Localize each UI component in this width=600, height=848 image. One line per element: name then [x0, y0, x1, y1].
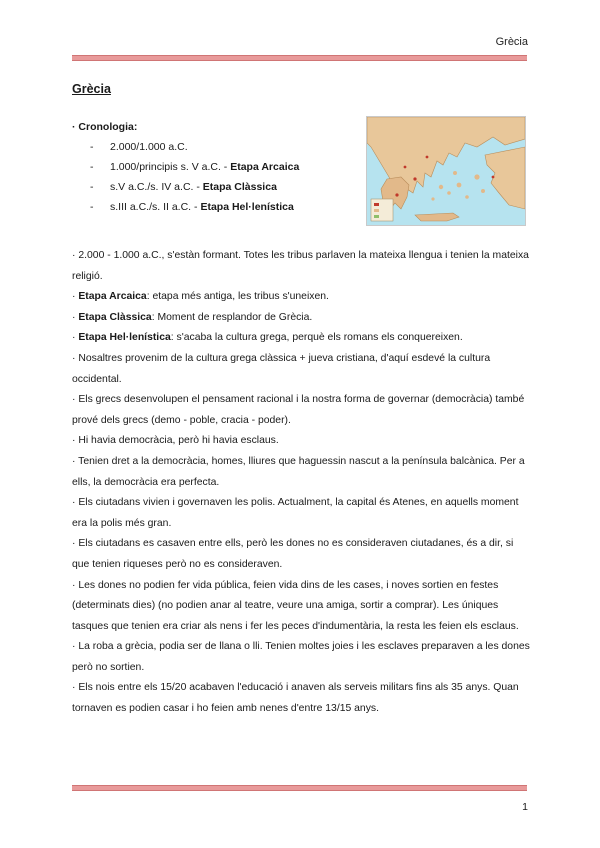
- chronology-item: - s.III a.C./s. II a.C. - Etapa Hel·lenística: [90, 201, 294, 213]
- chronology-item: - 1.000/principis s. V a.C. - Etapa Arcaica: [90, 161, 300, 173]
- greece-map-image: [366, 116, 526, 226]
- paragraph: · Etapa Hel·lenística: s'acaba la cultura grega, perquè els romans els conquereixen.: [72, 332, 463, 344]
- header-divider: [72, 55, 527, 61]
- paragraph: · Etapa Clàssica: Moment de resplandor de Grècia.: [72, 311, 313, 323]
- paragraph: · Els nois entre els 15/20 acabaven l'educació i anaven als serveis militars fins als 35 anys. Quan tornaven es podien casar i ho feien amb nenes d'entre 13/15 anys.: [72, 682, 519, 715]
- body-text: [72, 246, 530, 720]
- paragraph: · Els ciutadans es casaven entre ells, però les dones no es consideraven ciutadanes, és a dir, si que tenien riqueses però no es consideraven.: [72, 538, 514, 570]
- chronology-section: [72, 117, 352, 217]
- chronology-heading: · Cronologia:: [72, 121, 138, 133]
- header-title: Grècia: [495, 36, 528, 48]
- paragraph: · Les dones no podien fer vida pública, feien vida dins de les cases, i noves sortien en festes (determinats dies) (no podien anar al teatre, veure una amiga, sortir a comprar). Les úniques tasques que tenien era criar als nens i fer les peces d'indumentària, la resta les feien els esclaus.: [72, 579, 519, 632]
- paragraph: · 2.000 - 1.000 a.C., s'estàn formant. Totes les tribus parlaven la mateixa llengua i tenien la mateixa religió.: [72, 250, 529, 282]
- paragraph: · Hi havia democràcia, però hi havia esclaus.: [72, 435, 279, 447]
- page-title: Grècia: [72, 82, 111, 96]
- paragraph: · Els grecs desenvolupen el pensament racional i la nostra forma de governar (democràcia) també prové dels grecs (demo - poble, cracia - poder).: [72, 394, 525, 426]
- paragraph: · Nosaltres provenim de la cultura grega clàssica + jueva cristiana, d'aquí esdevé la cultura occidental.: [72, 352, 491, 385]
- page-number: 1: [522, 801, 528, 813]
- footer-divider: [72, 785, 527, 791]
- paragraph: · La roba a grècia, podia ser de llana o lli. Tenien moltes joies i les esclaves preparaven a les dones però no sortien.: [72, 641, 530, 673]
- paragraph: · Tenien dret a la democràcia, homes, lliures que haguessin nascut a la península balcànica. Per a ells, la democràcia era perfecta.: [72, 455, 525, 488]
- chronology-list: [72, 137, 352, 217]
- chronology-item: - 2.000/1.000 a.C.: [90, 141, 188, 153]
- chronology-item: - s.V a.C./s. IV a.C. - Etapa Clàssica: [90, 181, 277, 193]
- paragraph: · Etapa Arcaica: etapa més antiga, les tribus s'uneixen.: [72, 291, 329, 303]
- paragraph: · Els ciutadans vivien i governaven les polis. Actualment, la capital és Atenes, en aquells moment era la polis més gran.: [72, 497, 519, 529]
